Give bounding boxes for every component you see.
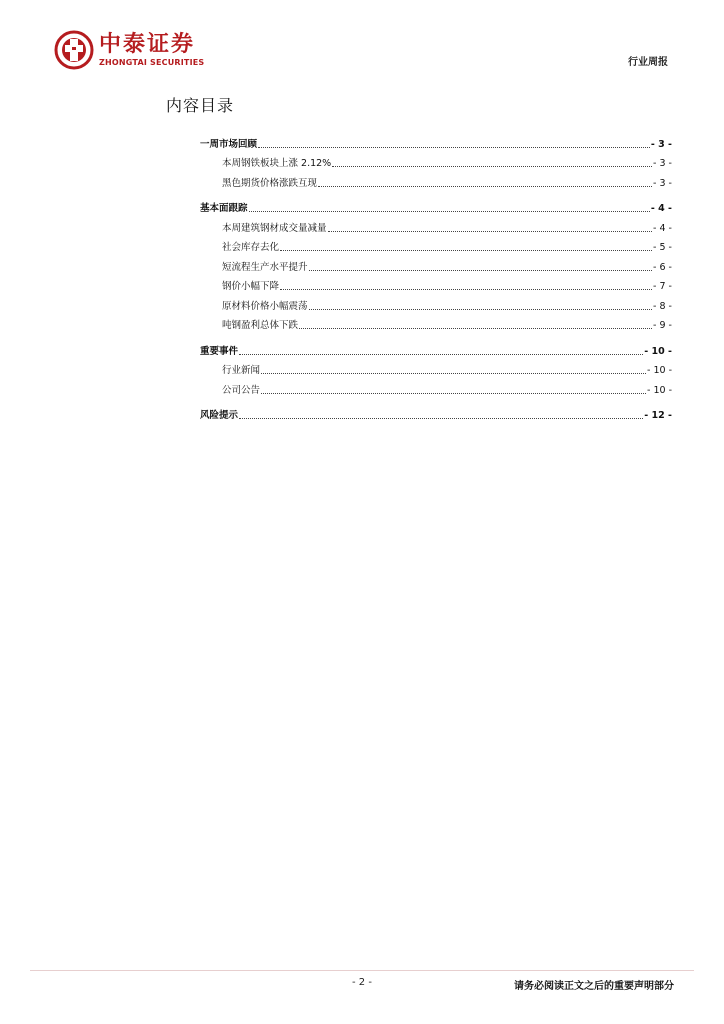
toc-entry-label: 原材料价格小幅震荡 [222, 300, 308, 312]
dot-leader [261, 393, 646, 394]
footer-disclaimer: 请务必阅读正文之后的重要声明部分 [514, 981, 674, 992]
toc-page-number: - 7 - [653, 281, 672, 292]
toc-page-number: - 3 - [653, 158, 672, 169]
toc-subsection-entry[interactable] [200, 274, 672, 294]
toc-section-entry[interactable] [200, 196, 672, 216]
dot-leader [239, 418, 643, 419]
toc-entry-label: 一周市场回顾 [200, 138, 258, 150]
toc-entry-label: 风险提示 [200, 410, 239, 421]
dot-leader [258, 147, 650, 148]
toc-entry-label: 短流程生产水平提升 [222, 261, 308, 273]
toc-page-number: - 4 - [653, 222, 672, 234]
toc-page-number: - 8 - [653, 300, 672, 312]
toc-entry-label: 本周建筑钢材成交量减量 [222, 222, 327, 234]
zhongtai-logo-icon [54, 30, 94, 70]
toc-page-number: - 10 - [647, 384, 672, 396]
toc-page-number: - 10 - [647, 365, 672, 376]
toc-subsection-entry[interactable] [200, 170, 672, 190]
dot-leader [332, 166, 652, 167]
toc-page-number: - 10 - [644, 345, 672, 357]
dot-leader [261, 373, 646, 374]
dot-leader [299, 328, 652, 329]
toc-page-number: - 12 - [644, 410, 672, 421]
footer-page-number: - 2 - [352, 977, 372, 988]
toc-section-entry[interactable] [200, 131, 672, 151]
dot-leader [280, 289, 652, 290]
table-of-contents [200, 131, 672, 422]
toc-section-entry[interactable] [200, 403, 672, 423]
toc-subsection-entry[interactable] [200, 358, 672, 378]
toc-entry-label: 公司公告 [222, 384, 261, 396]
report-type-label: 行业周报 [628, 57, 668, 68]
dot-leader [309, 309, 653, 310]
company-logo [54, 30, 204, 70]
footer-divider [30, 970, 694, 971]
dot-leader [239, 354, 643, 355]
toc-page-number: - 9 - [653, 320, 672, 331]
toc-subsection-entry[interactable] [200, 293, 672, 313]
toc-page-number: - 3 - [653, 177, 672, 189]
dot-leader [318, 186, 652, 187]
toc-entry-label: 行业新闻 [222, 365, 261, 376]
toc-subsection-entry[interactable] [200, 215, 672, 235]
toc-entry-label: 重要事件 [200, 345, 239, 357]
toc-title: 内容目录 [166, 96, 235, 115]
dot-leader [328, 231, 653, 232]
toc-subsection-entry[interactable] [200, 235, 672, 255]
toc-page-number: - 3 - [650, 138, 672, 150]
toc-subsection-entry[interactable] [200, 377, 672, 397]
toc-subsection-entry[interactable] [200, 151, 672, 171]
toc-subsection-entry[interactable] [200, 254, 672, 274]
toc-entry-label: 吨钢盈利总体下跌 [222, 320, 299, 331]
toc-page-number: - 4 - [650, 203, 672, 214]
logo-chinese-name: 中泰证券 [99, 32, 196, 57]
toc-page-number: - 5 - [653, 242, 672, 253]
toc-entry-label: 基本面跟踪 [200, 203, 248, 214]
toc-entry-label: 社会库存去化 [222, 242, 280, 253]
toc-entry-label: 本周钢铁板块上涨 2.12% [222, 158, 332, 169]
toc-section-entry[interactable] [200, 338, 672, 358]
toc-entry-label: 黑色期货价格涨跌互现 [222, 177, 318, 189]
dot-leader [280, 250, 652, 251]
toc-page-number: - 6 - [653, 261, 672, 273]
toc-subsection-entry[interactable] [200, 313, 672, 333]
dot-leader [309, 270, 653, 271]
logo-english-name: ZHONGTAI SECURITIES [99, 58, 205, 67]
toc-entry-label: 钢价小幅下降 [222, 281, 280, 292]
dot-leader [249, 211, 650, 212]
